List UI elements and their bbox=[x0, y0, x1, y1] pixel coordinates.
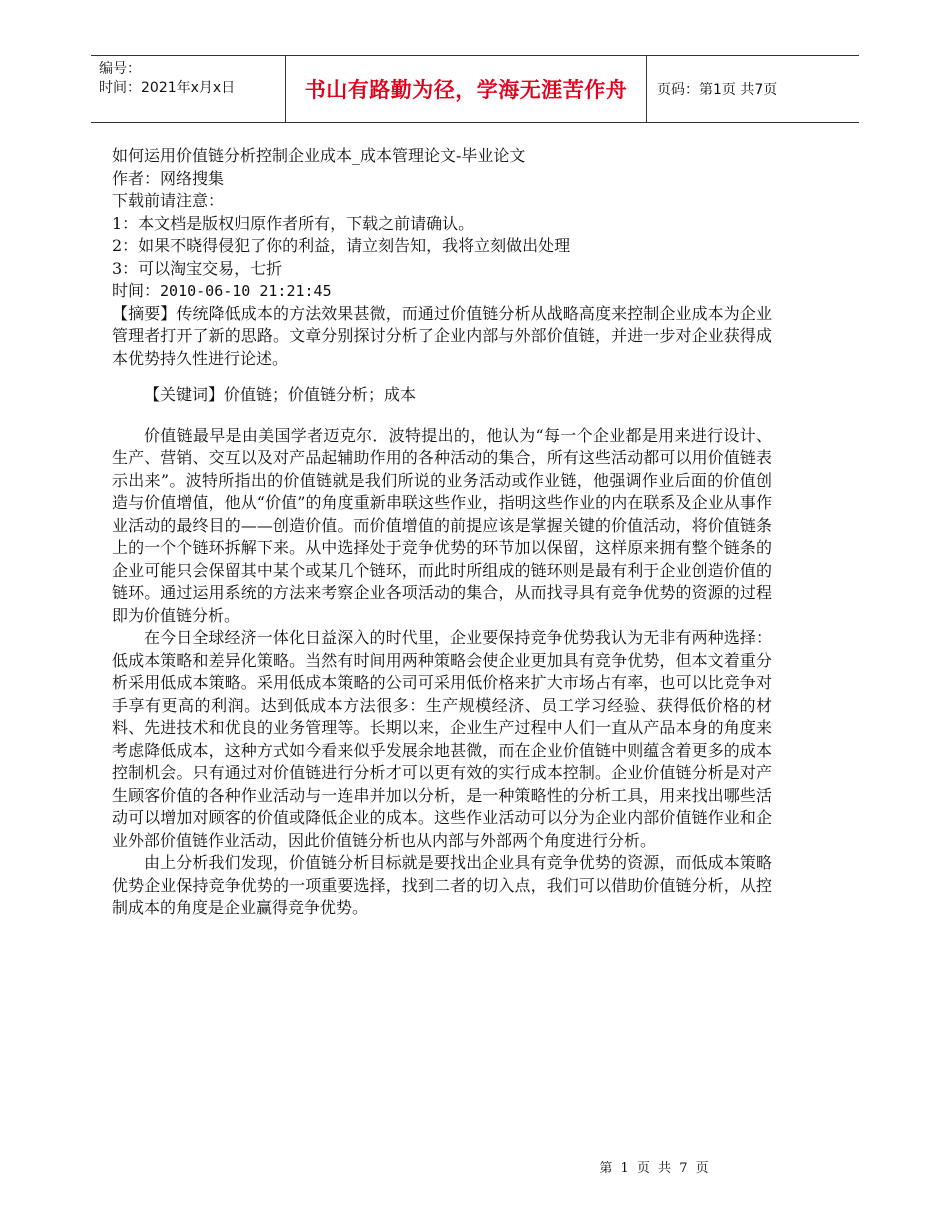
date-label: 时间：2021年x月x日 bbox=[99, 80, 236, 96]
doc-time bbox=[112, 280, 772, 303]
header-page-cell bbox=[657, 56, 777, 122]
keywords: 【关键词】价值链；价值链分析；成本 bbox=[144, 385, 417, 404]
doc-time-value: 2010-06-10 21:21:45 bbox=[160, 282, 332, 300]
header-meta bbox=[99, 60, 285, 98]
page-header bbox=[91, 55, 859, 123]
notice-item: 2：如果不晓得侵犯了你的利益，请立刻告知，我将立刻做出处理 bbox=[112, 236, 571, 255]
footer-page-number: 第 1 页 共 7 页 bbox=[599, 1161, 711, 1176]
notice-item: 3：可以淘宝交易，七折 bbox=[112, 258, 283, 278]
serial-label: 编号： bbox=[99, 61, 141, 77]
body-paragraph: 由上分析我们发现，价值链分析目标就是要找出企业具有竞争优势的资源，而低成本策略优势企业保持竞争优势的一项重要选择，找到二者的切入点，我们可以借助价值链分析，从控制成本的角度是企业赢得竞争优势。 bbox=[112, 853, 772, 917]
abstract: 【摘要】传统降低成本的方法效果甚微，而通过价值链分析从战略高度来控制企业成本为企业管理者打开了新的思路。文章分别探讨分析了企业内部与外部价值链，并进一步对企业获得成本优势持久性进行论述。 bbox=[112, 303, 772, 368]
body-paragraph: 在今日全球经济一体化日益深入的时代里，企业要保持竞争优势我认为无非有两种选择：低成本策略和差异化策略。当然有时间用两种策略会使企业更加具有竞争优势，但本文着重分析采用低成本策略。采用低成本策略的公司可采用低价格来扩大市场占有率，也可以比竞争对手享有更高的利润。达到低成本方法很多：生产规模经济、员工学习经验、获得低价格的材料、先进技术和优良的业务管理等。长期以来，企业生产过程中人们一直从产品本身的角度来考虑降低成本，这种方式如今看来似乎发展余地甚微，而在企业价值链中则蕴含着更多的成本控制机会。只有通过对价值链进行分析才可以更有效的实行成本控制。企业价值链分析是对产生顾客价值的各种作业活动与一连串并加以分析，是一种策略性的分析工具，用来找出哪些活动可以增加对顾客的价值或降低企业的成本。这些作业活动可以分为企业内部价值链作业和企业外部价值链作业活动，因此价值链分析也从内部与外部两个角度进行分析。 bbox=[112, 628, 772, 850]
page-footer bbox=[0, 1157, 950, 1176]
doc-time-label: 时间： bbox=[112, 281, 161, 300]
motto-text: 书山有路勤为径，学海无涯苦作舟 bbox=[304, 78, 628, 102]
notice-heading: 下载前请注意： bbox=[112, 191, 225, 210]
header-motto-cell bbox=[285, 56, 647, 122]
doc-title: 如何运用价值链分析控制企业成本_成本管理论文-毕业论文 bbox=[112, 146, 526, 165]
body-paragraph: 价值链最早是由美国学者迈克尔．波特提出的，他认为“每一个企业都是用来进行设计、生产、营销、交互以及对产品起辅助作用的各种活动的集合，所有这些活动都可以用价值链表示出来”。波特所指出的价值链就是我们所说的业务活动或作业链，他强调作业后面的价值创造与价值增值，他从“价值”的角度重新串联这些作业，指明这些作业的内在联系及企业从事作业活动的最终目的——创造价值。而价值增值的前提应该是掌握关键的价值活动，将价值链条上的一个个链环拆解下来。从中选择处于竞争优势的环节加以保留，这样原来拥有整个链条的企业可能只会保留其中某个或某几个链环，而此时所组成的链环则是最有利于企业创造价值的链环。通过运用系统的方法来考察企业各项活动的集合，从而找寻具有竞争优势的资源的过程即为价值链分析。 bbox=[112, 425, 772, 625]
document-body bbox=[112, 145, 772, 920]
header-page-label: 页码：第1页 共7页 bbox=[657, 82, 778, 98]
notice-item: 1：本文档是版权归原作者所有，下载之前请确认。 bbox=[112, 213, 475, 233]
doc-author: 作者：网络搜集 bbox=[112, 168, 225, 188]
